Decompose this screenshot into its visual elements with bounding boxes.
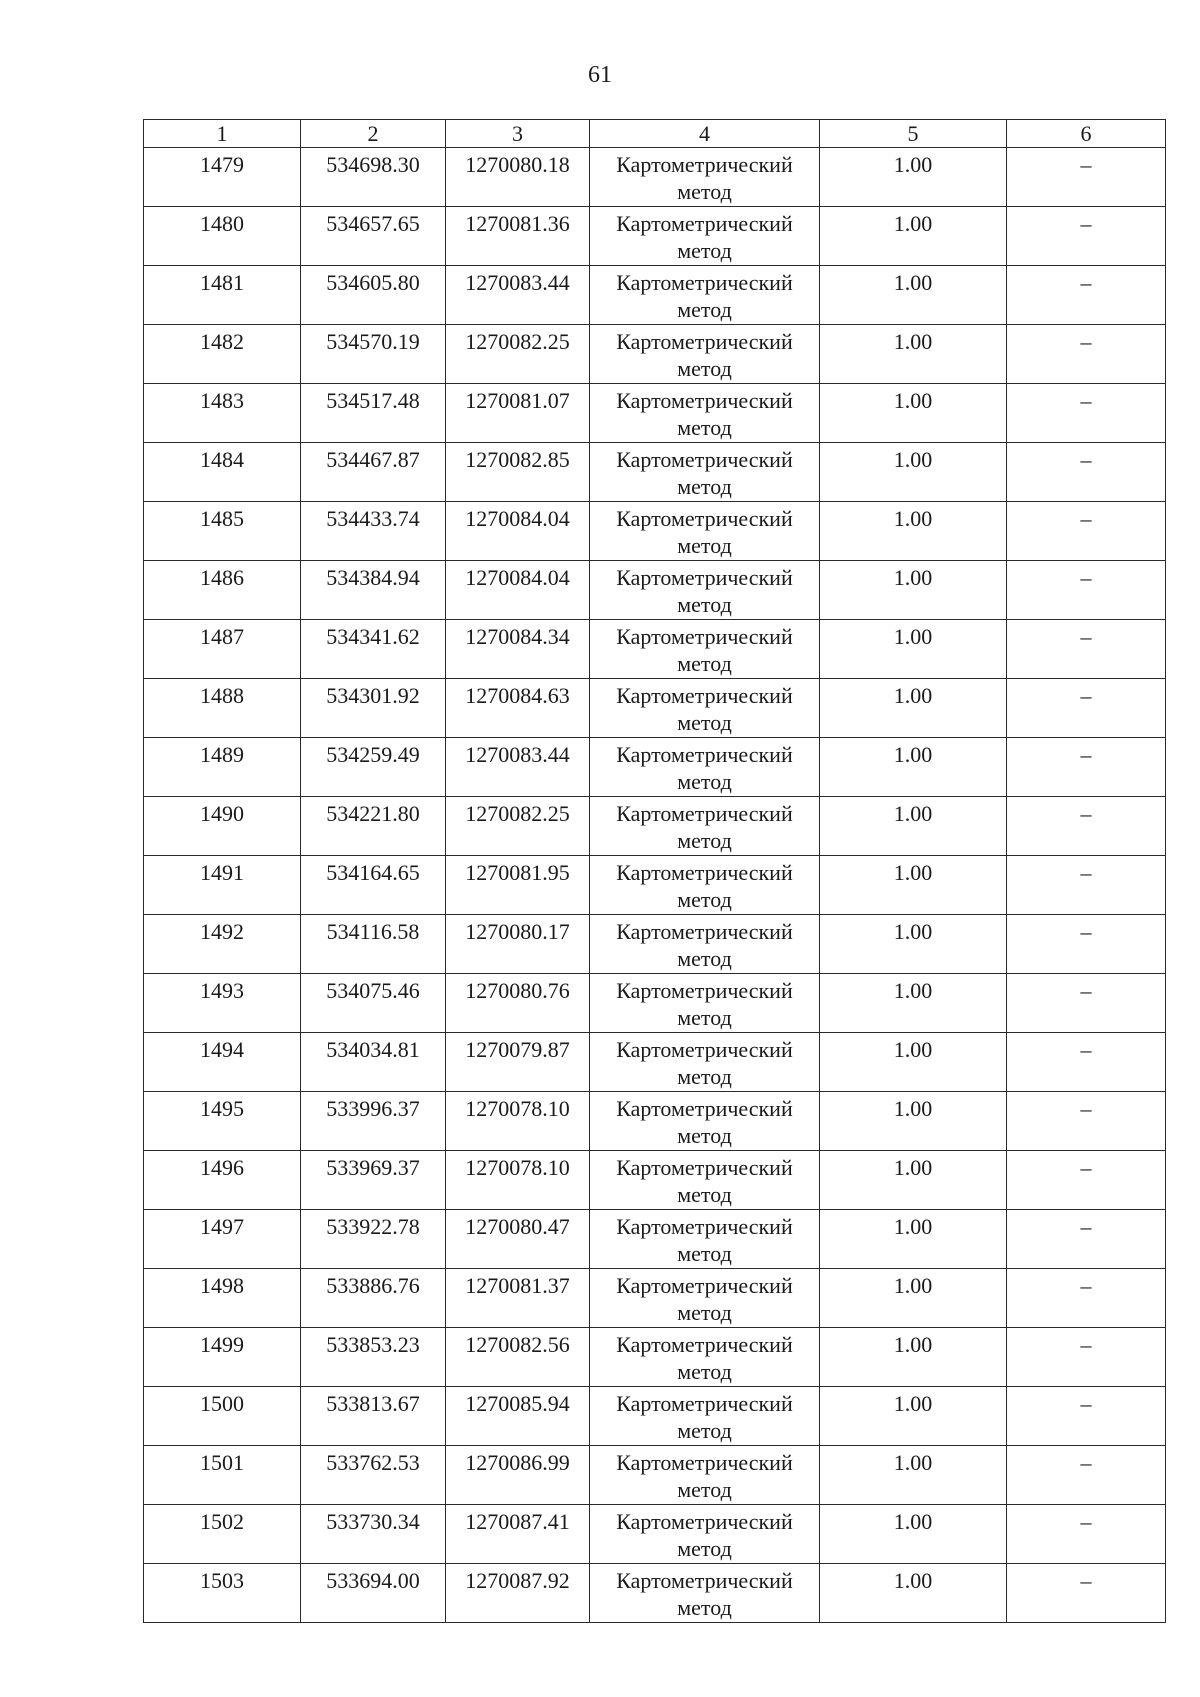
point-number-cell: 1500 [144, 1387, 301, 1446]
accuracy-cell: 1.00 [820, 207, 1007, 266]
x-coordinate-cell: 534301.92 [301, 679, 446, 738]
accuracy-cell: 1.00 [820, 148, 1007, 207]
point-number-cell: 1484 [144, 443, 301, 502]
y-coordinate-cell: 1270080.76 [446, 974, 590, 1033]
y-coordinate-cell: 1270080.17 [446, 915, 590, 974]
table-row [144, 443, 1166, 502]
point-number-cell: 1486 [144, 561, 301, 620]
table-row [144, 384, 1166, 443]
point-number-cell: 1479 [144, 148, 301, 207]
point-number-cell: 1502 [144, 1505, 301, 1564]
description-cell: – [1007, 1151, 1166, 1210]
point-number-cell: 1503 [144, 1564, 301, 1623]
point-number-cell: 1485 [144, 502, 301, 561]
description-cell: – [1007, 679, 1166, 738]
table-row [144, 1210, 1166, 1269]
method-line-2: метод [677, 297, 732, 322]
x-coordinate-cell: 534034.81 [301, 1033, 446, 1092]
description-cell: – [1007, 738, 1166, 797]
accuracy-cell: 1.00 [820, 325, 1007, 384]
method-line-1: Картометрический [616, 801, 793, 826]
method-cell [590, 1387, 820, 1446]
description-cell: – [1007, 561, 1166, 620]
method-cell [590, 1033, 820, 1092]
accuracy-cell: 1.00 [820, 1564, 1007, 1623]
table-row [144, 502, 1166, 561]
accuracy-cell: 1.00 [820, 1387, 1007, 1446]
header-cell: 6 [1007, 120, 1166, 148]
x-coordinate-cell: 534116.58 [301, 915, 446, 974]
method-line-1: Картометрический [616, 270, 793, 295]
description-cell: – [1007, 1505, 1166, 1564]
method-line-1: Картометрический [616, 1568, 793, 1593]
method-line-2: метод [677, 1123, 732, 1148]
y-coordinate-cell: 1270080.47 [446, 1210, 590, 1269]
table-row [144, 915, 1166, 974]
accuracy-cell: 1.00 [820, 1446, 1007, 1505]
header-cell: 2 [301, 120, 446, 148]
point-number-cell: 1483 [144, 384, 301, 443]
x-coordinate-cell: 534698.30 [301, 148, 446, 207]
x-coordinate-cell: 533886.76 [301, 1269, 446, 1328]
method-cell [590, 679, 820, 738]
y-coordinate-cell: 1270082.56 [446, 1328, 590, 1387]
method-cell [590, 502, 820, 561]
table-row [144, 561, 1166, 620]
method-line-2: метод [677, 887, 732, 912]
method-line-2: метод [677, 651, 732, 676]
method-line-1: Картометрический [616, 742, 793, 767]
description-cell: – [1007, 384, 1166, 443]
accuracy-cell: 1.00 [820, 915, 1007, 974]
x-coordinate-cell: 534517.48 [301, 384, 446, 443]
x-coordinate-cell: 533922.78 [301, 1210, 446, 1269]
description-cell: – [1007, 1446, 1166, 1505]
method-line-1: Картометрический [616, 919, 793, 944]
table-body [144, 148, 1166, 1623]
point-number-cell: 1480 [144, 207, 301, 266]
point-number-cell: 1491 [144, 856, 301, 915]
method-line-1: Картометрический [616, 1391, 793, 1416]
table-row [144, 1564, 1166, 1623]
method-line-1: Картометрический [616, 683, 793, 708]
table-row [144, 620, 1166, 679]
point-number-cell: 1488 [144, 679, 301, 738]
point-number-cell: 1494 [144, 1033, 301, 1092]
method-line-2: метод [677, 1300, 732, 1325]
method-cell [590, 1210, 820, 1269]
method-line-2: метод [677, 592, 732, 617]
accuracy-cell: 1.00 [820, 974, 1007, 1033]
x-coordinate-cell: 534221.80 [301, 797, 446, 856]
method-line-2: метод [677, 238, 732, 263]
accuracy-cell: 1.00 [820, 561, 1007, 620]
description-cell: – [1007, 325, 1166, 384]
method-line-2: метод [677, 710, 732, 735]
y-coordinate-cell: 1270083.44 [446, 266, 590, 325]
method-line-2: метод [677, 1477, 732, 1502]
method-cell [590, 1328, 820, 1387]
point-number-cell: 1495 [144, 1092, 301, 1151]
table-row [144, 974, 1166, 1033]
method-cell [590, 325, 820, 384]
method-line-1: Картометрический [616, 978, 793, 1003]
y-coordinate-cell: 1270080.18 [446, 148, 590, 207]
description-cell: – [1007, 1564, 1166, 1623]
table-row [144, 266, 1166, 325]
method-line-1: Картометрический [616, 447, 793, 472]
description-cell: – [1007, 974, 1166, 1033]
table-row [144, 1328, 1166, 1387]
y-coordinate-cell: 1270079.87 [446, 1033, 590, 1092]
x-coordinate-cell: 534341.62 [301, 620, 446, 679]
x-coordinate-cell: 534657.65 [301, 207, 446, 266]
method-line-1: Картометрический [616, 1450, 793, 1475]
description-cell: – [1007, 1387, 1166, 1446]
x-coordinate-cell: 534164.65 [301, 856, 446, 915]
method-line-2: метод [677, 1005, 732, 1030]
point-number-cell: 1490 [144, 797, 301, 856]
point-number-cell: 1498 [144, 1269, 301, 1328]
accuracy-cell: 1.00 [820, 443, 1007, 502]
accuracy-cell: 1.00 [820, 1505, 1007, 1564]
x-coordinate-cell: 534605.80 [301, 266, 446, 325]
method-cell [590, 561, 820, 620]
accuracy-cell: 1.00 [820, 679, 1007, 738]
table-row [144, 325, 1166, 384]
y-coordinate-cell: 1270084.63 [446, 679, 590, 738]
description-cell: – [1007, 1328, 1166, 1387]
method-line-1: Картометрический [616, 506, 793, 531]
method-line-1: Картометрический [616, 329, 793, 354]
coordinates-table [143, 119, 1166, 1623]
x-coordinate-cell: 534259.49 [301, 738, 446, 797]
point-number-cell: 1497 [144, 1210, 301, 1269]
y-coordinate-cell: 1270078.10 [446, 1092, 590, 1151]
table-row [144, 1505, 1166, 1564]
method-line-1: Картометрический [616, 1273, 793, 1298]
accuracy-cell: 1.00 [820, 1328, 1007, 1387]
method-line-2: метод [677, 533, 732, 558]
method-line-1: Картометрический [616, 624, 793, 649]
point-number-cell: 1496 [144, 1151, 301, 1210]
point-number-cell: 1482 [144, 325, 301, 384]
x-coordinate-cell: 533813.67 [301, 1387, 446, 1446]
method-cell [590, 443, 820, 502]
header-cell: 5 [820, 120, 1007, 148]
table-row [144, 738, 1166, 797]
method-line-1: Картометрический [616, 388, 793, 413]
point-number-cell: 1492 [144, 915, 301, 974]
accuracy-cell: 1.00 [820, 266, 1007, 325]
table-row [144, 679, 1166, 738]
accuracy-cell: 1.00 [820, 384, 1007, 443]
method-line-1: Картометрический [616, 1037, 793, 1062]
method-cell [590, 148, 820, 207]
description-cell: – [1007, 1269, 1166, 1328]
description-cell: – [1007, 856, 1166, 915]
accuracy-cell: 1.00 [820, 1092, 1007, 1151]
table-row [144, 797, 1166, 856]
table-row [144, 1269, 1166, 1328]
method-cell [590, 620, 820, 679]
method-line-1: Картометрический [616, 565, 793, 590]
method-line-2: метод [677, 1241, 732, 1266]
method-line-1: Картометрический [616, 152, 793, 177]
y-coordinate-cell: 1270081.07 [446, 384, 590, 443]
method-cell [590, 1269, 820, 1328]
accuracy-cell: 1.00 [820, 502, 1007, 561]
method-line-2: метод [677, 946, 732, 971]
x-coordinate-cell: 533730.34 [301, 1505, 446, 1564]
x-coordinate-cell: 533996.37 [301, 1092, 446, 1151]
point-number-cell: 1481 [144, 266, 301, 325]
x-coordinate-cell: 533853.23 [301, 1328, 446, 1387]
y-coordinate-cell: 1270086.99 [446, 1446, 590, 1505]
y-coordinate-cell: 1270084.34 [446, 620, 590, 679]
description-cell: – [1007, 1033, 1166, 1092]
method-cell [590, 1092, 820, 1151]
accuracy-cell: 1.00 [820, 856, 1007, 915]
method-line-2: метод [677, 1359, 732, 1384]
y-coordinate-cell: 1270087.41 [446, 1505, 590, 1564]
point-number-cell: 1493 [144, 974, 301, 1033]
x-coordinate-cell: 534570.19 [301, 325, 446, 384]
method-cell [590, 915, 820, 974]
y-coordinate-cell: 1270083.44 [446, 738, 590, 797]
method-cell [590, 1564, 820, 1623]
accuracy-cell: 1.00 [820, 797, 1007, 856]
description-cell: – [1007, 915, 1166, 974]
method-cell [590, 1446, 820, 1505]
description-cell: – [1007, 1092, 1166, 1151]
method-line-2: метод [677, 474, 732, 499]
method-line-2: метод [677, 179, 732, 204]
method-line-2: метод [677, 828, 732, 853]
description-cell: – [1007, 620, 1166, 679]
method-line-2: метод [677, 356, 732, 381]
table-row [144, 1092, 1166, 1151]
y-coordinate-cell: 1270084.04 [446, 561, 590, 620]
page-number: 61 [588, 62, 612, 88]
accuracy-cell: 1.00 [820, 1151, 1007, 1210]
header-cell: 4 [590, 120, 820, 148]
method-line-1: Картометрический [616, 1096, 793, 1121]
method-cell [590, 1151, 820, 1210]
y-coordinate-cell: 1270082.25 [446, 797, 590, 856]
x-coordinate-cell: 534075.46 [301, 974, 446, 1033]
y-coordinate-cell: 1270082.25 [446, 325, 590, 384]
method-cell [590, 266, 820, 325]
method-cell [590, 797, 820, 856]
description-cell: – [1007, 266, 1166, 325]
point-number-cell: 1499 [144, 1328, 301, 1387]
method-line-1: Картометрический [616, 860, 793, 885]
table-row [144, 1446, 1166, 1505]
method-line-1: Картометрический [616, 1155, 793, 1180]
x-coordinate-cell: 533969.37 [301, 1151, 446, 1210]
method-line-2: метод [677, 769, 732, 794]
x-coordinate-cell: 534384.94 [301, 561, 446, 620]
table-row [144, 1387, 1166, 1446]
description-cell: – [1007, 797, 1166, 856]
method-line-1: Картометрический [616, 1332, 793, 1357]
table-row [144, 207, 1166, 266]
method-cell [590, 856, 820, 915]
method-line-1: Картометрический [616, 1509, 793, 1534]
accuracy-cell: 1.00 [820, 1210, 1007, 1269]
table-row [144, 1033, 1166, 1092]
accuracy-cell: 1.00 [820, 738, 1007, 797]
method-line-2: метод [677, 1536, 732, 1561]
method-line-2: метод [677, 1182, 732, 1207]
accuracy-cell: 1.00 [820, 620, 1007, 679]
table-row [144, 148, 1166, 207]
point-number-cell: 1501 [144, 1446, 301, 1505]
x-coordinate-cell: 534467.87 [301, 443, 446, 502]
method-line-1: Картометрический [616, 211, 793, 236]
description-cell: – [1007, 1210, 1166, 1269]
method-line-2: метод [677, 1595, 732, 1620]
y-coordinate-cell: 1270081.37 [446, 1269, 590, 1328]
accuracy-cell: 1.00 [820, 1269, 1007, 1328]
y-coordinate-cell: 1270081.95 [446, 856, 590, 915]
y-coordinate-cell: 1270087.92 [446, 1564, 590, 1623]
method-cell [590, 207, 820, 266]
accuracy-cell: 1.00 [820, 1033, 1007, 1092]
description-cell: – [1007, 443, 1166, 502]
x-coordinate-cell: 533762.53 [301, 1446, 446, 1505]
header-cell: 3 [446, 120, 590, 148]
description-cell: – [1007, 148, 1166, 207]
point-number-cell: 1489 [144, 738, 301, 797]
method-cell [590, 1505, 820, 1564]
header-cell: 1 [144, 120, 301, 148]
table-row [144, 856, 1166, 915]
description-cell: – [1007, 502, 1166, 561]
y-coordinate-cell: 1270081.36 [446, 207, 590, 266]
table-row [144, 1151, 1166, 1210]
method-line-2: метод [677, 415, 732, 440]
method-cell [590, 384, 820, 443]
method-cell [590, 974, 820, 1033]
point-number-cell: 1487 [144, 620, 301, 679]
table-header-row [144, 120, 1166, 148]
x-coordinate-cell: 533694.00 [301, 1564, 446, 1623]
y-coordinate-cell: 1270082.85 [446, 443, 590, 502]
y-coordinate-cell: 1270085.94 [446, 1387, 590, 1446]
description-cell: – [1007, 207, 1166, 266]
y-coordinate-cell: 1270078.10 [446, 1151, 590, 1210]
method-line-2: метод [677, 1418, 732, 1443]
method-line-1: Картометрический [616, 1214, 793, 1239]
x-coordinate-cell: 534433.74 [301, 502, 446, 561]
method-line-2: метод [677, 1064, 732, 1089]
method-cell [590, 738, 820, 797]
y-coordinate-cell: 1270084.04 [446, 502, 590, 561]
